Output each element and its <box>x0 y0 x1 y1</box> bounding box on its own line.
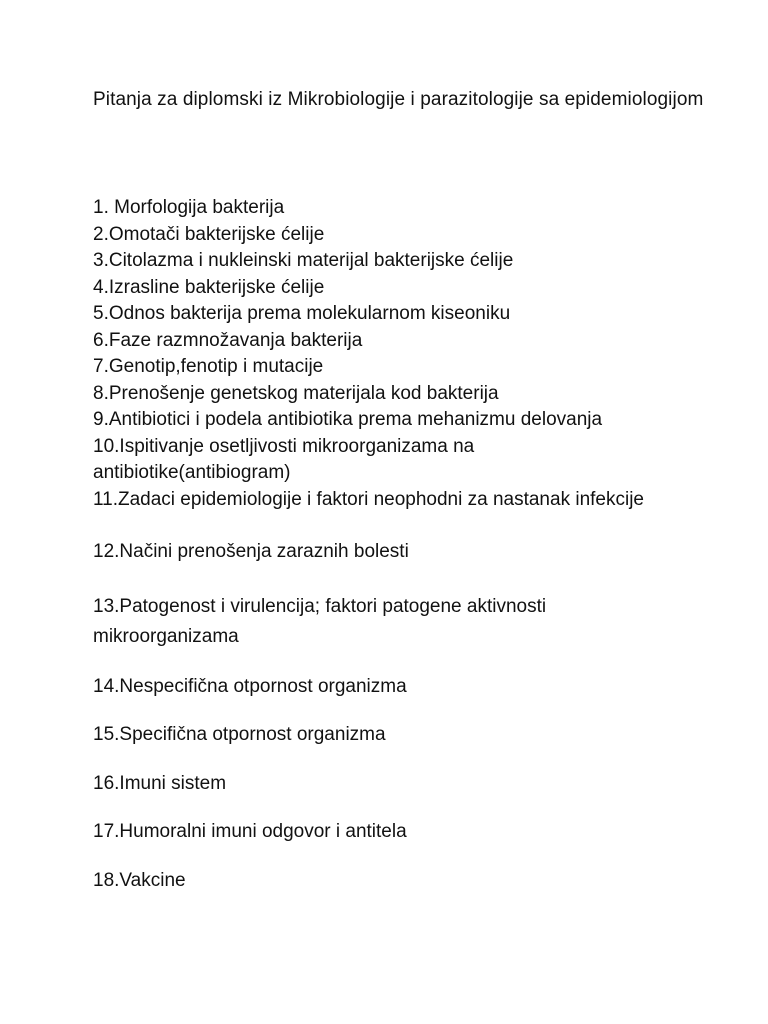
question-list <box>93 195 733 894</box>
question-item: 2.Omotači bakterijske ćelije <box>93 223 325 245</box>
question-item: 11.Zadaci epidemiologije i faktori neophodni za nastanak infekcije <box>93 488 644 510</box>
question-item: 7.Genotip,fenotip i mutacije <box>93 356 324 377</box>
question-item: 14.Nespecifična otpornost organizma <box>93 675 407 697</box>
question-item: 8.Prenošenje genetskog materijala kod bakterija <box>93 382 499 404</box>
question-item: 15.Specifična otpornost organizma <box>93 724 386 745</box>
question-item: 3.Citolazma i nukleinski materijal bakterijske ćelije <box>93 250 514 271</box>
question-item: 4.Izrasline bakterijske ćelije <box>93 276 325 298</box>
question-item: 5.Odnos bakterija prema molekularnom kiseoniku <box>93 303 511 324</box>
question-item: 6.Faze razmnožavanja bakterija <box>93 329 363 351</box>
question-item: 1. Morfologija bakterija <box>93 197 285 218</box>
document-title: Pitanja za diplomski iz Mikrobiologije i parazitologije sa epidemiologijom <box>93 89 704 110</box>
question-item: 9.Antibiotici i podela antibiotika prema mehanizmu delovanja <box>93 409 603 430</box>
question-item: 16.Imuni sistem <box>93 772 227 794</box>
question-item: 12.Načini prenošenja zaraznih bolesti <box>93 541 409 562</box>
question-item: 17.Humoralni imuni odgovor i antitela <box>93 821 407 842</box>
question-item: 10.Ispitivanje osetljivosti mikroorganizama na antibiotike(antibiogram) <box>93 435 475 483</box>
question-item: 18.Vakcine <box>93 869 186 891</box>
question-item: 13.Patogenost i virulencija; faktori patogene aktivnosti mikroorganizama <box>93 595 547 647</box>
